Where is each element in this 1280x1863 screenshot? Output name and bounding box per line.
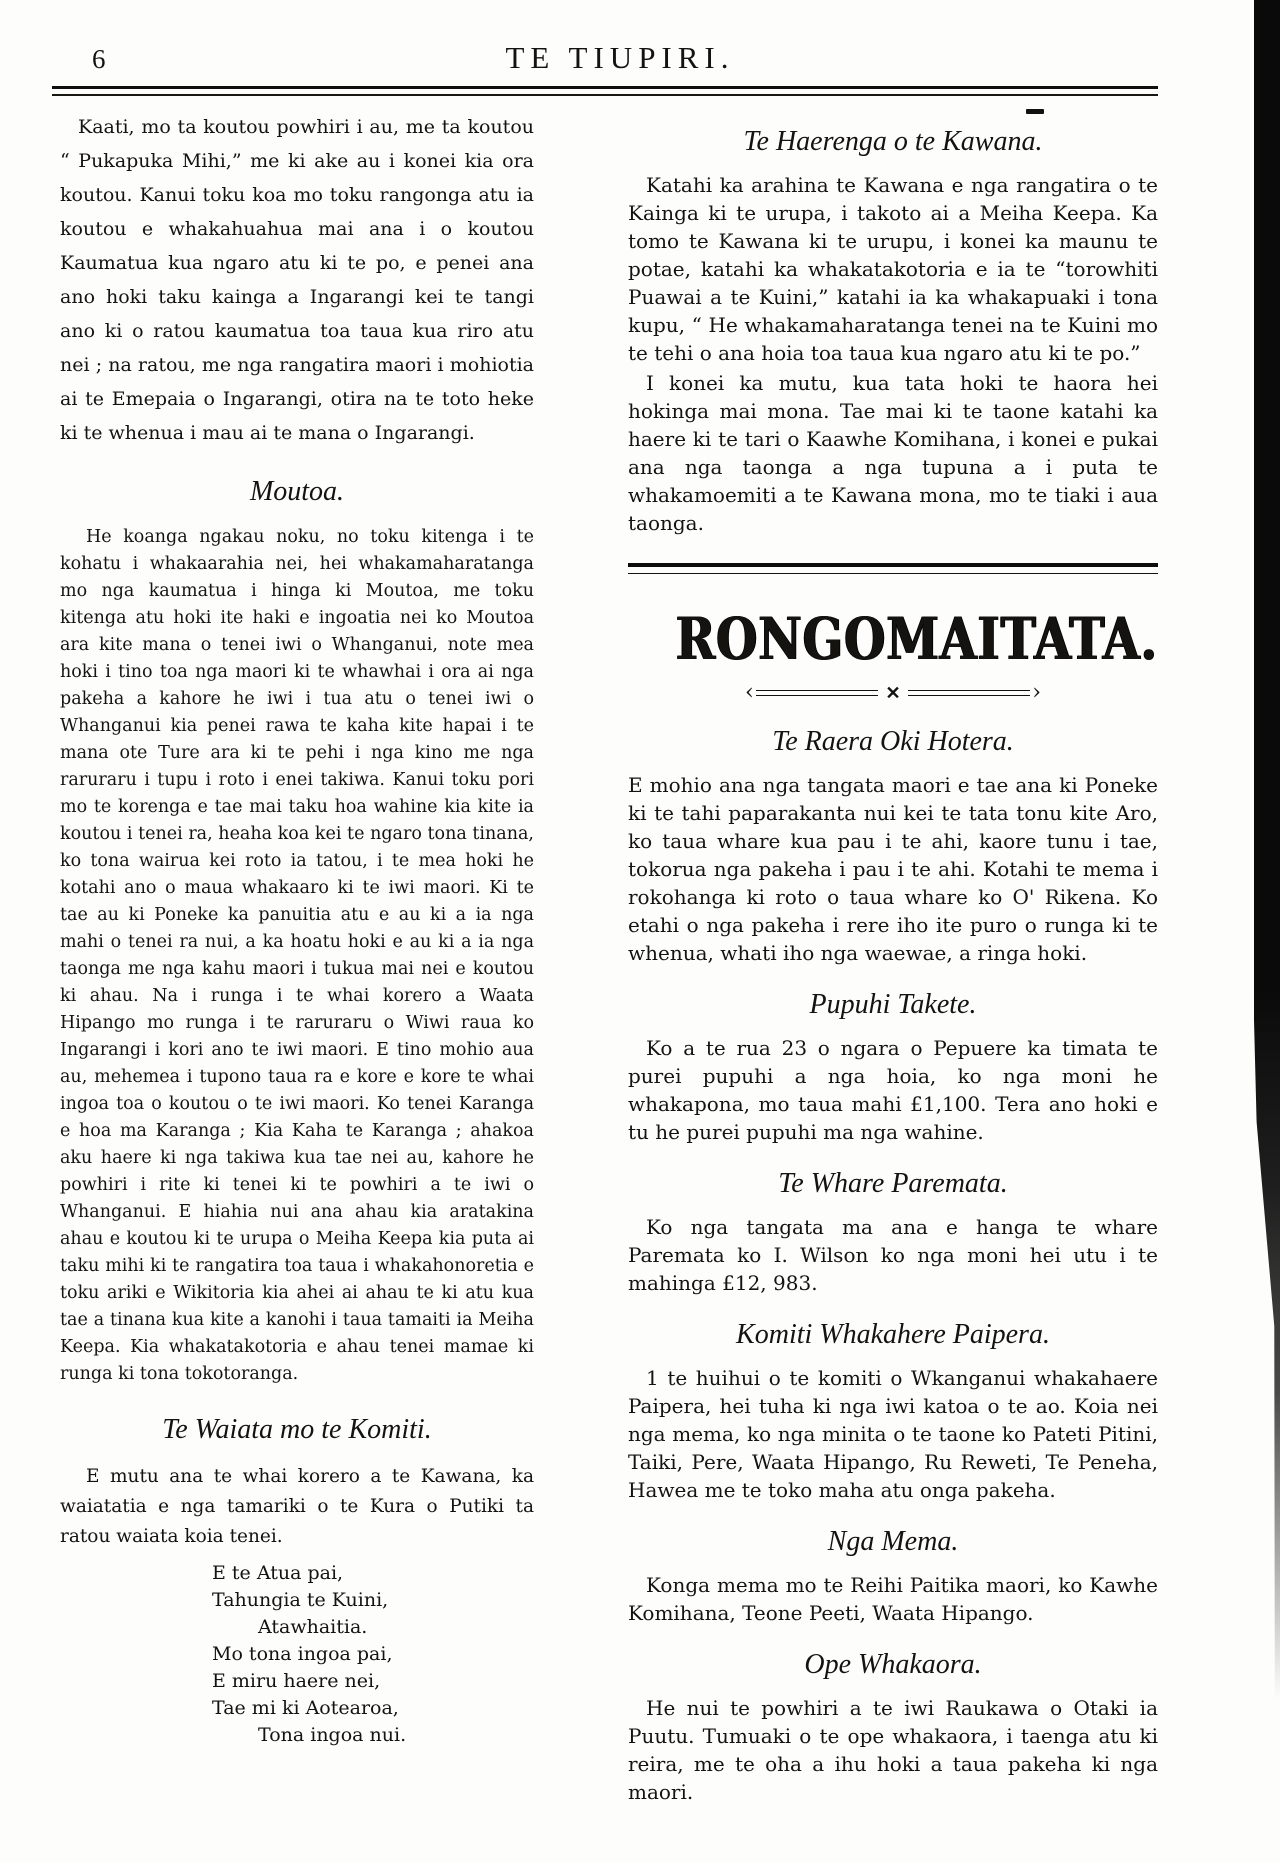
rongomaitata-banner: RONGOMAITATA. (675, 605, 1158, 673)
article-heading-paremata: Te Whare Paremata. (778, 1168, 1008, 1199)
intro-paragraph: Kaati, mo ta koutou powhiri i au, me ta koutou “ Pukapuka Mihi,” me ki ake au i konei kia ora koutou. Kanui toku koa mo toku rangonga atu ia koutou e whakahuahua mai ana i o koutou Kaumatua kua ngaro atu ki te po, e penei ana ano hoki taku kainga a Ingarangi kei te tangi ano ki o ratou kaumatua toa taua kua riro atu nei ; na ratou, me nga rangatira maori i mohiotia ai te Emepaia o Ingarangi, otira na te toto heke ki te whenua i mau ai te mana o Ingarangi. (60, 116, 534, 444)
article-heading-komiti: Komiti Whakahere Paipera. (736, 1319, 1050, 1350)
poem-line: Tahungia te Kuini, (212, 1589, 389, 1611)
poem-line: Tae mi ki Aotearoa, (212, 1697, 399, 1719)
poem-line: Tona ingoa nui. (258, 1724, 407, 1746)
waiata-poem (212, 1560, 534, 1749)
komiti-paragraph: 1 te huihui o te komiti o Wkanganui whakahaere Paipera, hei tuha ki nga iwi katoa o te ao. Koia nei nga mema, ko nga minita o te taone ko Pateti Pitini, Taiki, Pere, Waata Hipango, Ru Reweti, Te Peneha, Hawea me te toko maha atu onga pakeha. (628, 1366, 1158, 1502)
poem-line: E miru haere nei, (212, 1670, 381, 1692)
page-number: 6 (92, 44, 106, 74)
haerenga-paragraph-1: Katahi ka arahina te Kawana e nga rangatira o te Kainga ki te urupa, i takoto ai a Meiha Keepa. Ka tomo te Kawana ki te urupu, i konei ka maunu te potae, katahi ka whakatakotoria e ia te “torowhiti Puawai a te Kuini,” katahi ia ka whakapuaki i tona kupu, “ He whakamaharatanga tenei na te Kuini mo te tehi o ana hoia toa taua kua ngaro atu ki te po.” (628, 173, 1158, 365)
article-heading-pupuhi: Pupuhi Takete. (809, 989, 977, 1020)
scan-edge-artifact (1254, 0, 1280, 1700)
raera-paragraph: E mohio ana nga tangata maori e tae ana ki Poneke ki te tahi paparakanta nui kei te tata tonu kite Aro, ko taua whare kua pau i te ahi, kaore tunu i tae, tokorua nga pakeha i pau i te ahi. Kotahi te mema i rokohanga ki roto o taua whare ko O' Rikena. Ko etahi o nga pakeha i rere iho ite puro o runga ki te whenua, whati iho nga waewae, a ringa hoki. (628, 773, 1158, 965)
divider-ornament (743, 682, 1043, 704)
ornament-x-icon: ✕ (885, 682, 901, 704)
right-column (628, 126, 1158, 1806)
left-column (60, 110, 534, 1749)
ornament-right-tip-icon: › (1032, 680, 1041, 705)
paremata-paragraph: Ko nga tangata ma ana e hanga te whare Paremata ko I. Wilson ko nga moni hei utu i te mahinga £12, 983. (628, 1215, 1158, 1295)
masthead-title: TE TIUPIRI. (505, 40, 735, 75)
article-heading-moutoa: Moutoa. (249, 476, 345, 507)
pupuhi-paragraph: Ko a te rua 23 o ngara o Pepuere ka timata te purei pupuhi a nga hoia, ko nga moni he whakapona, mo taua mahi £1,100. Tera ano hoki e tu he purei pupuhi ma nga wahine. (628, 1036, 1158, 1144)
section-divider-rule (628, 563, 1158, 574)
ornament-line (908, 690, 1031, 696)
moutoa-paragraph: He koanga ngakau noku, no toku kitenga i te kohatu i whakaarahia nei, hei whakamaharatanga mo nga kaumatua i hinga ki Moutoa, me toku kitenga atu hoki ite haki e ingoatia nei ko Moutoa ara kite mana o tenei iwi o Whanganui, note mea hoki i tino toa nga maori ki te whawhai i ora ai nga pakeha a kahore he iwi i tua atu o tenei iwi o Whanganui kia penei rawa te kaha kite hapai i te mana ote Ture ara ki te pehi i nga kino me nga raruraru i tupu i roto i enei takiwa. Kanui toku pori mo te korenga e tae mai taku hoa wahine kia kite ia koutou i tenei ra, heaha koa kei te ngaro tona tinana, ko tona wairua kei roto ia tatou, i te mea hoki he kotahi ano o maua whakaaro ki te iwi maori. Ki te tae au ki Poneke ka panuitia atu e au ki a ia nga mahi o tenei ra nui, a ka hoatu hoki e au ki a ia nga taonga me nga kahu maori i tukua mai nei e koutou ki ahau. Na i runga i te whai korero a Waata Hipango mo runga i te raruraru o Wiwi raua ko Ingarangi i kori ano te iwi maori. E tino mohio aua au, mehemea i tupono taua ra e kore e kore te whai ingoa toa o koutou o te iwi maori. Ko tenei Karanga e hoa ma Karanga ; Kia Kaha te Karanga ; ahakoa aku haere ki nga takiwa kua tae nei au, kahore he powhiri i rite ki tenei ki te powhiri a te iwi o Whanganui. E hiahia nui ana ahau kia aratakina ahau e koutou ki te urupa o Meiha Keepa kia puta ai taku mihi ki te rangatira toa taua i whakahonoretia e toku ariki e Wikitoria kia ahei ai ahau te ki atu kua tae a tinana kua kite a kanohi i taua tamaiti ia Meiha Keepa. Kia whakatakotoria e ahau tenei mamae ki runga ki tona tokotoranga. (60, 527, 534, 1384)
poem-line: Mo tona ingoa pai, (212, 1643, 393, 1665)
article-heading-haerenga: Te Haerenga o te Kawana. (743, 126, 1043, 157)
mema-paragraph: Konga mema mo te Reihi Paitika maori, ko Kawhe Komihana, Teone Peeti, Waata Hipango. (628, 1573, 1158, 1625)
haerenga-paragraph-2: I konei ka mutu, kua tata hoki te haora hei hokinga mai mona. Tae mai ki te taone katahi ka haere ki te tari o Kaawhe Komihana, i konei e pukai ana nga taonga a nga tupuna a i puta te whakamoemiti a te Kawana mona, mo te tiaki i aua taonga. (628, 371, 1158, 535)
ornament-left-tip-icon: ‹ (745, 680, 754, 705)
whakaora-paragraph: He nui te powhiri a te iwi Raukawa o Otaki ia Puutu. Tumuaki o te ope whakaora, i taenga atu ki reira, me te oha a ihu hoki a taua pakeha ki nga maori. (628, 1696, 1158, 1804)
article-heading-raera: Te Raera Oki Hotera. (772, 726, 1014, 757)
ink-smudge-artifact (1026, 109, 1044, 114)
ornament-line (756, 690, 879, 696)
poem-line: E te Atua pai, (212, 1562, 344, 1584)
header-rule (52, 86, 1158, 96)
article-heading-waiata: Te Waiata mo te Komiti. (162, 1414, 432, 1445)
waiata-paragraph: E mutu ana te whai korero a te Kawana, ka waiatatia e nga tamariki o te Kura o Putiki ta ratou waiata koia tenei. (60, 1466, 534, 1547)
article-heading-mema: Nga Mema. (827, 1526, 959, 1557)
article-heading-whakaora: Ope Whakaora. (804, 1649, 982, 1680)
poem-line: Atawhaitia. (258, 1616, 368, 1638)
